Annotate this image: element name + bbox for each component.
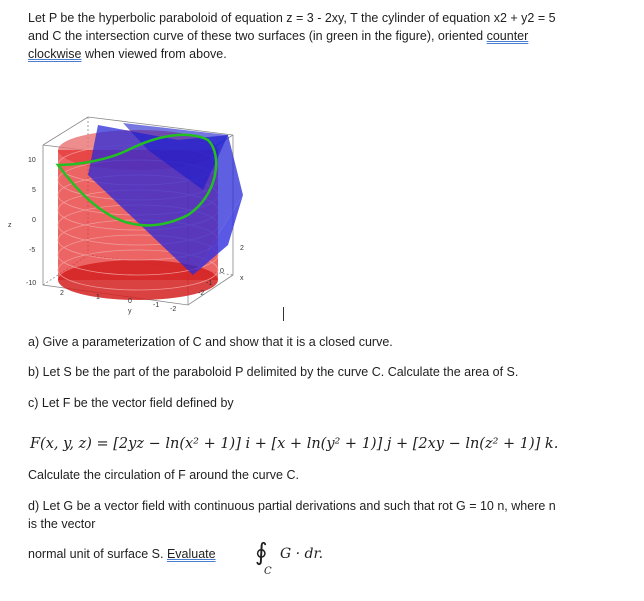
integrand: G · dr. xyxy=(280,546,324,562)
intro-line-3: clockwise when viewed from above. xyxy=(28,47,227,61)
part-a: a) Give a parameterization of C and show that it is a closed curve. xyxy=(28,335,393,349)
x-tick: 2 xyxy=(240,245,244,252)
z-tick: 10 xyxy=(28,157,36,164)
surface-figure xyxy=(8,95,278,315)
part-c-question: Calculate the circulation of F around the curve C. xyxy=(28,468,299,482)
part-c: c) Let F be the vector field defined by xyxy=(28,396,234,410)
intro-line-1: Let P be the hyperbolic paraboloid of equation z = 3 - 2xy, T the cylinder of equation x2 + y2 = 5 xyxy=(28,11,556,25)
z-tick: -10 xyxy=(26,280,37,287)
z-tick: 5 xyxy=(32,187,36,194)
contour-integral-sign: ∮ xyxy=(255,538,268,566)
text-cursor xyxy=(283,307,284,321)
z-axis-label: z xyxy=(8,222,12,229)
part-d-line-2: is the vector xyxy=(28,517,96,531)
evaluate-word: Evaluate xyxy=(166,547,216,561)
integral-subscript: C xyxy=(264,566,272,577)
clockwise-word: clockwise xyxy=(28,47,82,61)
x-axis-label: x xyxy=(240,275,244,282)
x-tick: -1 xyxy=(206,280,213,287)
part-d-line-1: d) Let G be a vector field with continuous partial derivations and such that rot G = 10 n, where n xyxy=(28,499,556,513)
vector-field-equation: F(x, y, z) = [2yz − ln(x² + 1)] i + [x + ln(y² + 1)] j + [2xy − ln(z² + 1)] k. xyxy=(30,436,559,452)
part-d-line-3: normal unit of surface S. Evaluate xyxy=(28,547,216,561)
x-tick: 0 xyxy=(220,268,224,275)
y-tick: -2 xyxy=(170,306,177,313)
y-tick: 1 xyxy=(96,294,100,301)
intro-line-2: and C the intersection curve of these two surfaces (in green in the figure), oriented counter xyxy=(28,29,529,43)
y-tick: 2 xyxy=(60,290,64,297)
counter-word: counter xyxy=(486,29,529,43)
x-tick: -2 xyxy=(198,290,205,297)
z-tick: 0 xyxy=(32,217,36,224)
z-tick: -5 xyxy=(29,247,36,254)
part-b: b) Let S be the part of the paraboloid P delimited by the curve C. Calculate the area of S. xyxy=(28,365,519,379)
y-tick: 0 xyxy=(128,298,132,305)
y-axis-label: y xyxy=(128,308,132,315)
y-tick: -1 xyxy=(153,302,160,309)
